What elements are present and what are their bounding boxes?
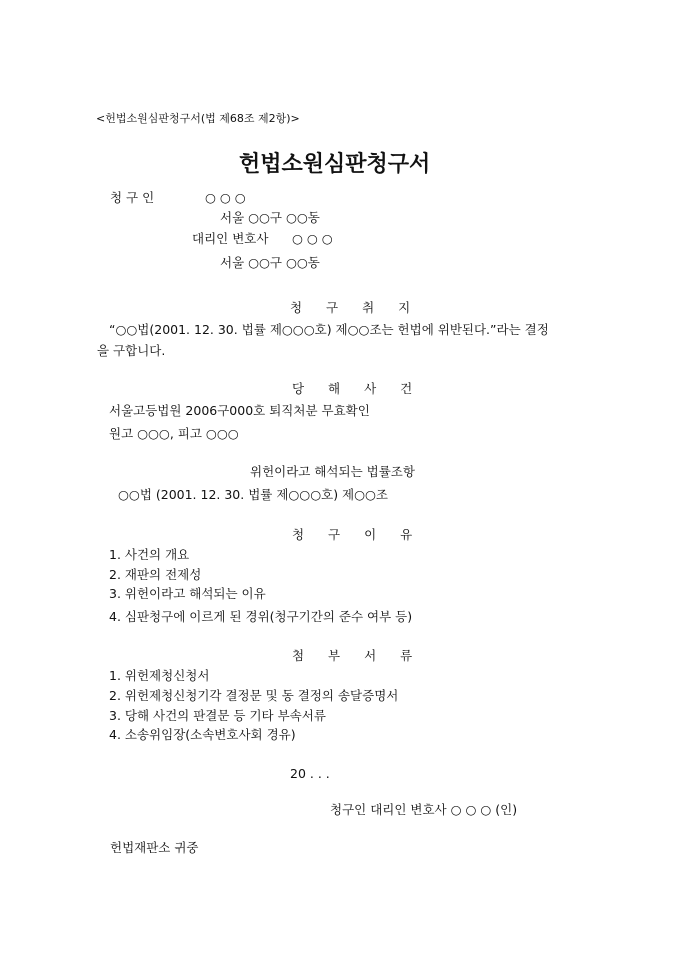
signature-line: 청구인 대리인 변호사 ○ ○ ○ (인): [330, 802, 518, 817]
case-line-1: 서울고등법원 2006구000호 퇴직처분 무효확인: [109, 403, 370, 418]
addressee-line: 헌법재판소 귀중: [110, 840, 199, 855]
attachments-item: 4. 소송위임장(소속변호사회 경유): [109, 727, 296, 742]
reasons-item: 4. 심판청구에 이르게 된 경위(청구기간의 준수 여부 등): [109, 609, 413, 624]
law-heading: 위헌이라고 해석되는 법률조항: [250, 464, 415, 479]
petitioner-label: 청 구 인: [110, 190, 155, 205]
date-line: 20 . . .: [290, 766, 330, 781]
attachments-item: 3. 당해 사건의 판결문 등 기타 부속서류: [109, 708, 326, 723]
attachments-item: 1. 위헌제청신청서: [109, 668, 210, 683]
attachments-item: 2. 위헌제청신청기각 결정문 및 동 결정의 송달증명서: [109, 688, 399, 703]
purpose-line-1: “○○법(2001. 12. 30. 법률 제○○○호) 제○○조는 헌법에 위반된다.”라는 결정: [109, 322, 549, 337]
page-title: 헌법소원심판청구서: [239, 151, 431, 177]
attorney-name: ○ ○ ○: [292, 231, 333, 246]
reasons-item: 1. 사건의 개요: [109, 547, 190, 562]
reasons-heading: 청 구 이 유: [292, 527, 423, 542]
attorney-label: 대리인 변호사: [192, 231, 269, 246]
law-line-1: ○○법 (2001. 12. 30. 법률 제○○○호) 제○○조: [118, 487, 389, 502]
reasons-item: 2. 재판의 전제성: [109, 567, 202, 582]
header-note: <헌법소원심판청구서(법 제68조 제2항)>: [96, 112, 300, 125]
petitioner-address: 서울 ○○구 ○○동: [220, 210, 320, 225]
reasons-item: 3. 위헌이라고 해석되는 이유: [109, 586, 266, 601]
purpose-heading: 청 구 취 지: [290, 300, 421, 315]
purpose-line-2: 을 구합니다.: [97, 343, 166, 358]
case-heading: 당 해 사 건: [292, 381, 423, 396]
attachments-heading: 첨 부 서 류: [292, 648, 423, 663]
case-line-2: 원고 ○○○, 피고 ○○○: [109, 426, 239, 441]
petitioner-name: ○ ○ ○: [205, 190, 246, 205]
attorney-address: 서울 ○○구 ○○동: [220, 255, 320, 270]
